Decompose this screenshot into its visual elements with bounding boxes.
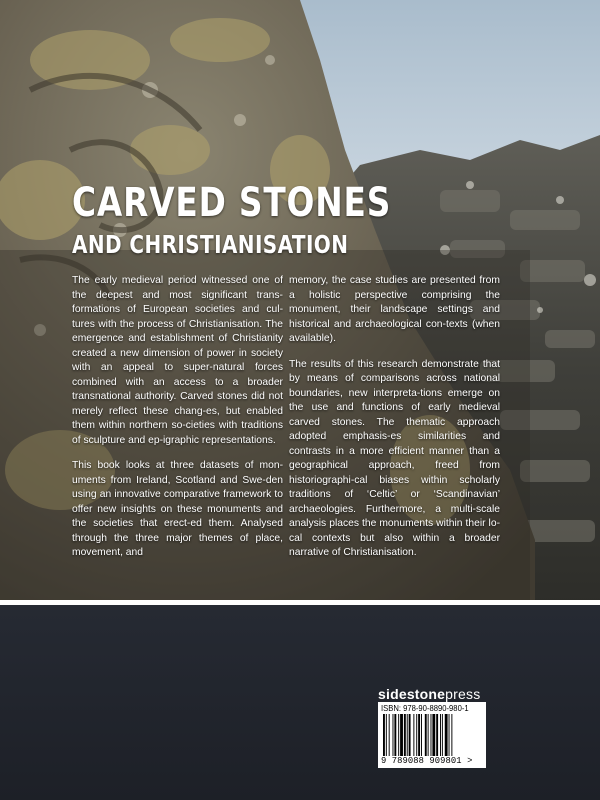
- barcode-digits: 9 789088 909801 >: [381, 756, 473, 766]
- isbn-label: ISBN:: [381, 703, 401, 713]
- publisher-name-regular: press: [445, 686, 481, 702]
- book-title: CARVED STONES: [72, 180, 392, 226]
- barcode-bar: [421, 714, 422, 756]
- isbn-barcode: [378, 702, 486, 768]
- blurb-paragraph: The results of this research demonstrate that by means of comparisons across national boundaries, new interpreta-tions emerge on the use and functions of early medieval carved stones. The thematic approach adopted emphasis-es similarities and contrasts in a more efficient manner than a geographical approach, freed from historiographi-cal biases within scholarly traditions of ‘Celtic’ or ‘Scandinavian’ archaeologies. Furthermore, a multi-scale analysis places the monuments within their lo-cal contexts but also within a broader narrative of Christianisation.: [289, 358, 500, 558]
- barcode-bar: [440, 714, 441, 756]
- barcode-bar: [416, 714, 417, 756]
- barcode-bar: [431, 714, 432, 756]
- barcode-bars: [383, 714, 481, 756]
- barcode-bar: [418, 714, 420, 756]
- publisher-logo: [378, 686, 480, 702]
- barcode-bar: [409, 714, 411, 756]
- barcode-bar: [400, 714, 403, 756]
- blurb-left-column: [72, 274, 283, 572]
- isbn-line: [381, 703, 469, 713]
- blurb-paragraph: memory, the case studies are presented from a holistic perspective comprising the monument, their landscape settings and historical and archaeological con-texts (when available).: [289, 275, 500, 344]
- barcode-bar: [449, 714, 450, 756]
- isbn-number: 978-90-8890-980-1: [403, 703, 469, 713]
- barcode-bar: [436, 714, 438, 756]
- blurb-right-column: [289, 274, 500, 572]
- barcode-bar: [413, 714, 414, 756]
- barcode-bar: [428, 714, 429, 756]
- barcode-bar: [386, 714, 387, 756]
- barcode-bar: [442, 714, 443, 756]
- barcode-bar: [425, 714, 427, 756]
- blurb-paragraph: This book looks at three datasets of mon-uments from Ireland, Scotland and Swe-den using an innovative comparative framework to offer new insights on these monuments and the societies that erect-ed them. Analysed through the three major themes of place, movement, and: [72, 460, 283, 558]
- barcode-bar: [404, 714, 406, 756]
- barcode-bar: [398, 714, 399, 756]
- book-subtitle: AND CHRISTIANISATION: [72, 230, 349, 259]
- blurb-paragraph: The early medieval period witnessed one of the deepest and most significant trans-formations of European societies and cul-tures with the process of Christianisation. The emergence and establishment of Christianity created a new dimension of power in society with an appeal to super-natural forces combined with an access to a broader transnational authority. Carved stones did not merely reflect these chang-es, but enabled them within northern so-cieties with traditions of sculpture and ep-igraphic representations.: [72, 275, 283, 446]
- barcode-bar: [389, 714, 390, 756]
- barcode-bar: [432, 714, 435, 756]
- barcode-bar: [407, 714, 408, 756]
- barcode-bar: [383, 714, 385, 756]
- bottom-panel: [0, 605, 600, 800]
- barcode-bar: [394, 714, 396, 756]
- barcode-bar: [445, 714, 448, 756]
- publisher-name-bold: sidestone: [378, 686, 446, 702]
- barcode-bar: [393, 714, 394, 756]
- barcode-bar: [451, 714, 452, 756]
